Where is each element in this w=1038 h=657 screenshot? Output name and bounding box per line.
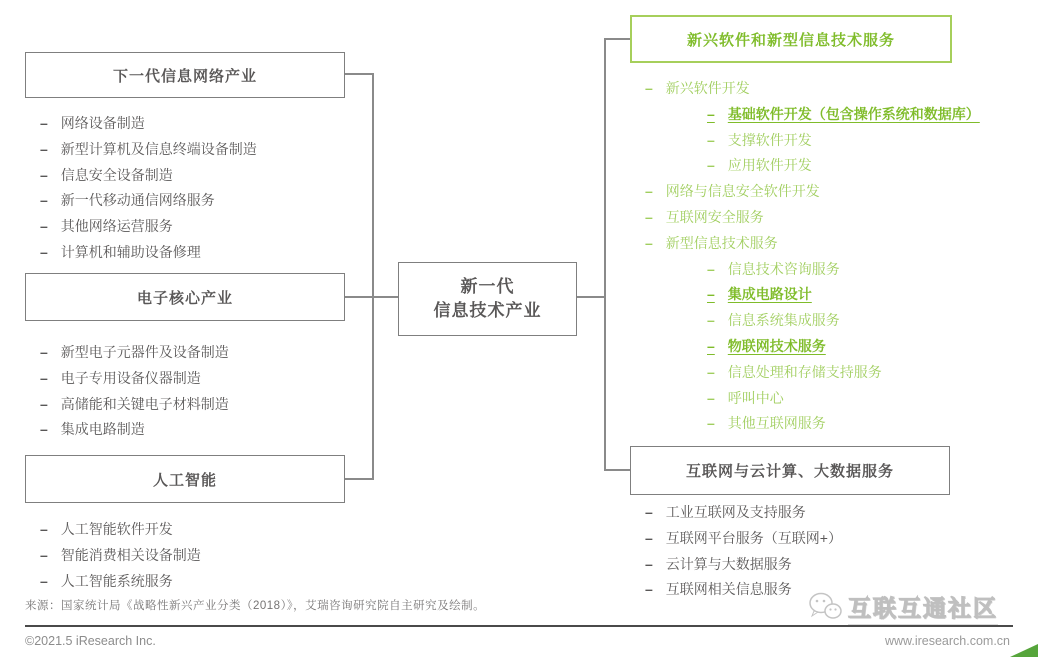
group-title: 互联网与云计算、大数据服务 bbox=[685, 463, 894, 480]
list-item: – 信息安全设备制造 bbox=[40, 163, 257, 189]
corner-triangle-decoration bbox=[1010, 644, 1038, 657]
list-item: – 工业互联网及支持服务 bbox=[645, 500, 842, 526]
list-item: – 高储能和关键电子材料制造 bbox=[40, 392, 229, 418]
center-title-line1: 新一代 bbox=[460, 277, 515, 296]
list-item: – 其他互联网服务 bbox=[707, 411, 980, 437]
footer-divider bbox=[25, 625, 1013, 627]
list-item: – 智能消费相关设备制造 bbox=[40, 543, 201, 569]
list-item: – 集成电路制造 bbox=[40, 417, 229, 443]
list-item: – 支撑软件开发 bbox=[707, 128, 980, 154]
list-item: – 人工智能软件开发 bbox=[40, 517, 201, 543]
list-item: – 网络设备制造 bbox=[40, 111, 257, 137]
list-item: – 网络与信息安全软件开发 bbox=[645, 179, 980, 205]
list-item: – 人工智能系统服务 bbox=[40, 569, 201, 595]
connector-line bbox=[604, 38, 606, 471]
list-item: – 应用软件开发 bbox=[707, 153, 980, 179]
wechat-icon bbox=[808, 591, 842, 626]
list-item: – 互联网相关信息服务 bbox=[645, 577, 842, 603]
list-item: – 信息系统集成服务 bbox=[707, 308, 980, 334]
list-item: – 电子专用设备仪器制造 bbox=[40, 366, 229, 392]
connector-line bbox=[345, 296, 398, 298]
copyright: ©2021.5 iResearch Inc. bbox=[25, 634, 156, 648]
list-item: – 新型电子元器件及设备制造 bbox=[40, 340, 229, 366]
connector-line bbox=[345, 478, 374, 480]
connector-line bbox=[604, 38, 630, 40]
group-box-emerging-software bbox=[630, 15, 952, 63]
group-box-next-gen-network bbox=[25, 52, 345, 98]
list-item: – 新型计算机及信息终端设备制造 bbox=[40, 137, 257, 163]
group-box-electronics-core bbox=[25, 273, 345, 321]
list-item-emphasis: – 基础软件开发（包含操作系统和数据库） bbox=[707, 102, 980, 128]
list-item: – 计算机和辅助设备修理 bbox=[40, 240, 257, 266]
center-title-line2: 信息技术产业 bbox=[433, 301, 542, 320]
connector-line bbox=[345, 73, 374, 75]
watermark bbox=[808, 590, 998, 626]
list-item-emphasis: – 物联网技术服务 bbox=[707, 334, 980, 360]
list-item: – 新型信息技术服务 bbox=[645, 231, 980, 257]
group-title: 电子核心产业 bbox=[136, 289, 233, 307]
connector-line bbox=[577, 296, 606, 298]
group-title: 人工智能 bbox=[152, 471, 217, 489]
connector-line bbox=[604, 469, 630, 471]
group-title: 新兴软件和新型信息技术服务 bbox=[686, 31, 895, 49]
source-note: 来源：国家统计局《战略性新兴产业分类（2018）》，艾瑞咨询研究院自主研究及绘制。 bbox=[25, 600, 486, 612]
list-item: – 新一代移动通信网络服务 bbox=[40, 188, 257, 214]
group-box-internet-cloud-bigdata bbox=[630, 446, 950, 495]
list-item: – 呼叫中心 bbox=[707, 386, 980, 412]
list-item: – 其他网络运营服务 bbox=[40, 214, 257, 240]
group-title: 下一代信息网络产业 bbox=[112, 67, 257, 85]
watermark-text: 互联互通社区 bbox=[848, 590, 998, 626]
list-internet-cloud-bigdata bbox=[645, 500, 842, 603]
list-ai bbox=[40, 517, 201, 594]
list-item: – 云计算与大数据服务 bbox=[645, 552, 842, 578]
connector-line bbox=[372, 73, 374, 480]
website-url: www.iresearch.com.cn bbox=[884, 634, 1010, 648]
list-item: – 互联网平台服务（互联网+） bbox=[645, 526, 842, 552]
list-item: – 新兴软件开发 bbox=[645, 76, 980, 102]
center-box-new-gen-it-industry bbox=[398, 262, 577, 336]
list-next-gen-network bbox=[40, 111, 257, 266]
list-item: – 互联网安全服务 bbox=[645, 205, 980, 231]
list-electronics-core bbox=[40, 340, 229, 443]
list-item: – 信息处理和存储支持服务 bbox=[707, 360, 980, 386]
list-item: – 信息技术咨询服务 bbox=[707, 257, 980, 283]
list-emerging-software bbox=[645, 76, 980, 437]
group-box-ai bbox=[25, 455, 345, 503]
list-item-emphasis: – 集成电路设计 bbox=[707, 282, 980, 308]
